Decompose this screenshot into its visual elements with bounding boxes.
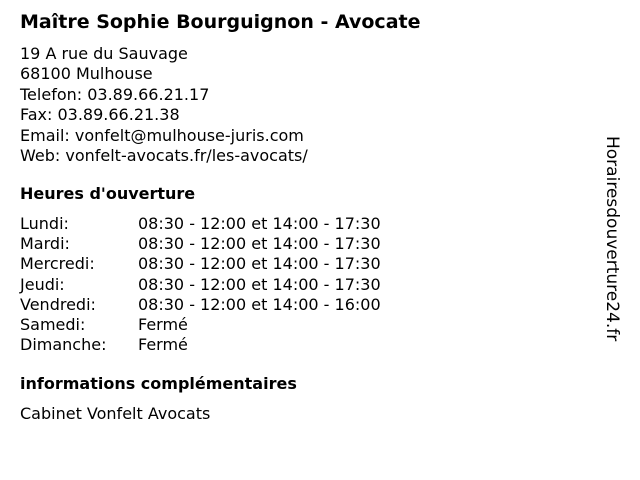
address-street: 19 A rue du Sauvage (20, 44, 188, 63)
additional-info-text: Cabinet Vonfelt Avocats (20, 404, 211, 423)
opening-hours-heading: Heures d'ouverture (20, 184, 196, 203)
hours-time: 08:30 - 12:00 et 14:00 - 17:30 (138, 234, 381, 254)
additional-info-heading: informations complémentaires (20, 374, 297, 393)
fax-number: Fax: 03.89.66.21.38 (20, 105, 180, 125)
hours-day: Mercredi: (20, 254, 95, 274)
hours-day: Dimanche: (20, 335, 107, 355)
hours-time: 08:30 - 12:00 et 14:00 - 17:30 (138, 214, 381, 233)
hours-time: 08:30 - 12:00 et 14:00 - 16:00 (138, 294, 381, 314)
phone-number: Telefon: 03.89.66.21.17 (20, 84, 210, 104)
hours-time: Fermé (138, 335, 188, 355)
hours-time: 08:30 - 12:00 et 14:00 - 17:30 (138, 254, 381, 274)
hours-day: Mardi: (20, 234, 70, 254)
address-city: 68100 Mulhouse (20, 64, 153, 84)
email-address: Email: vonfelt@mulhouse-juris.com (20, 125, 304, 145)
page-title: Maître Sophie Bourguignon - Avocate (20, 11, 421, 33)
hours-day: Samedi: (20, 314, 86, 334)
hours-time: 08:30 - 12:00 et 14:00 - 17:30 (138, 274, 381, 294)
hours-day: Lundi: (20, 214, 69, 233)
hours-row-wednesday (20, 254, 440, 274)
hours-day: Vendredi: (20, 294, 96, 314)
hours-time: Fermé (138, 314, 188, 334)
hours-row-sunday (20, 335, 440, 355)
hours-row-saturday (20, 315, 440, 335)
hours-row-thursday (20, 275, 440, 295)
contact-block (20, 44, 308, 166)
hours-row-tuesday (20, 234, 440, 254)
hours-row-monday (20, 214, 440, 234)
opening-hours-table (20, 214, 440, 355)
website-url: Web: vonfelt-avocats.fr/les-avocats/ (20, 146, 308, 166)
site-watermark: Horairesdouverture24.fr (602, 136, 622, 342)
hours-row-friday (20, 295, 440, 315)
hours-day: Jeudi: (20, 274, 65, 294)
